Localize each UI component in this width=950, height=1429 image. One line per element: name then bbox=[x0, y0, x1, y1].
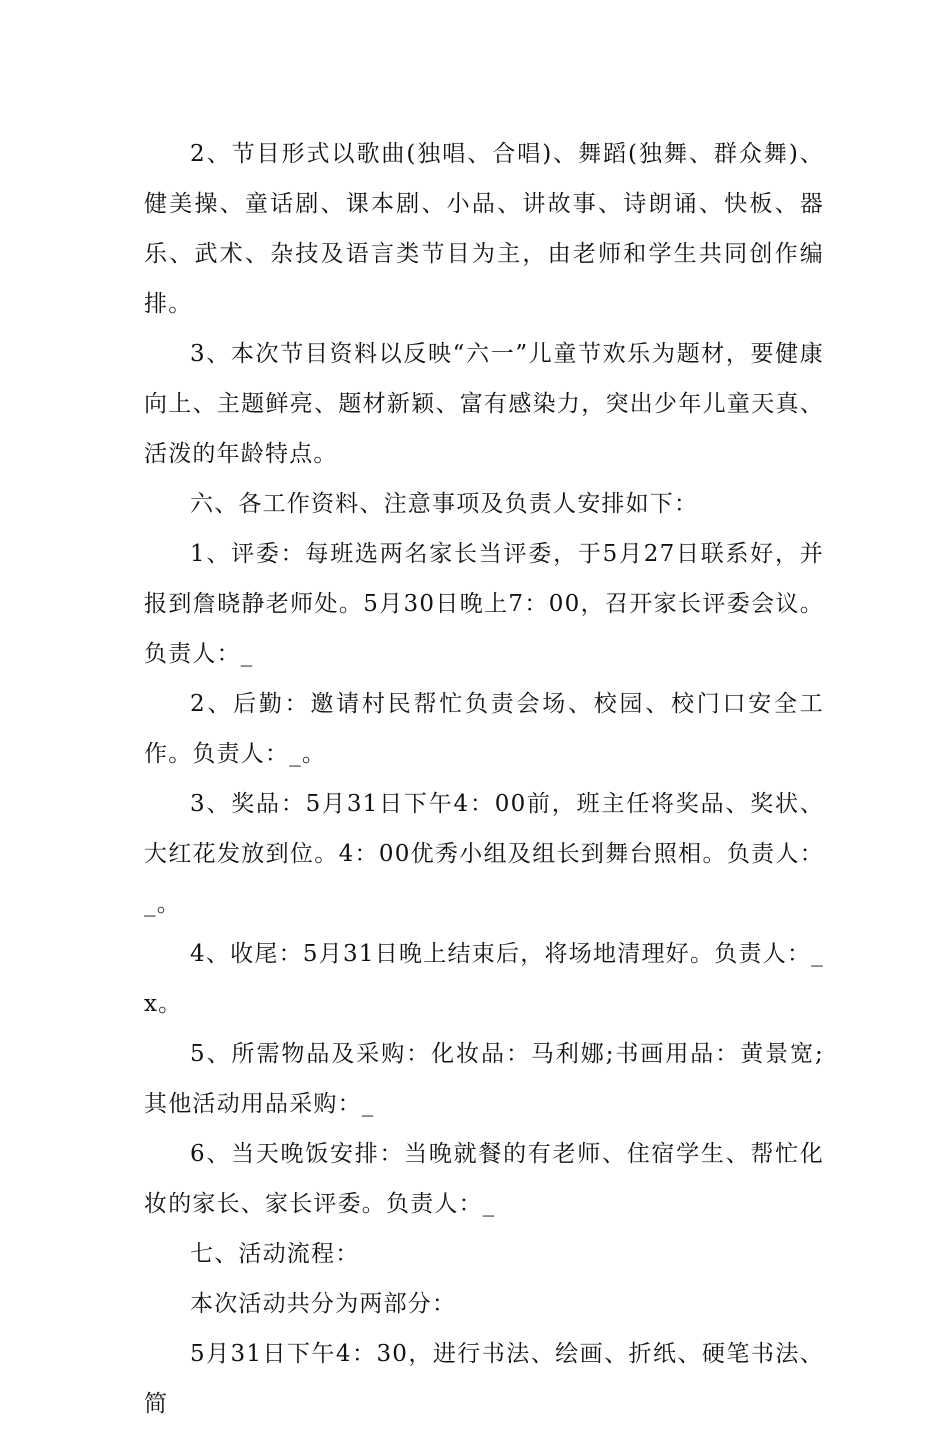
paragraph-judges: 1、评委：每班选两名家长当评委，于5月27日联系好，并报到詹晓静老师处。5月30日晚上7：00，召开家长评委会议。负责人：_ bbox=[144, 541, 824, 667]
paragraph-program-theme: 3、本次节目资料以反映“六一”儿童节欢乐为题材，要健康向上、主题鲜亮、题材新颖、富有感染力，突出少年儿童天真、活泼的年龄特点。 bbox=[144, 341, 824, 467]
document-body bbox=[144, 129, 824, 1429]
paragraph-supplies: 5、所需物品及采购：化妆品：马利娜;书画用品：黄景宽;其他活动用品采购：_ bbox=[144, 1041, 824, 1117]
paragraph-two-parts: 本次活动共分为两部分： bbox=[190, 1291, 457, 1317]
paragraph-logistics: 2、后勤：邀请村民帮忙负责会场、校园、校门口安全工作。负责人：_。 bbox=[144, 691, 824, 767]
paragraph-dinner: 6、当天晚饭安排：当晚就餐的有老师、住宿学生、帮忙化妆的家长、家长评委。负责人：_ bbox=[144, 1141, 824, 1217]
paragraph-schedule: 5月31日下午4：30，进行书法、绘画、折纸、硬笔书法、简 bbox=[144, 1341, 824, 1417]
section-heading-work-arrangement: 六、各工作资料、注意事项及负责人安排如下： bbox=[190, 491, 699, 517]
paragraph-program-forms: 2、节目形式以歌曲(独唱、合唱)、舞蹈(独舞、群众舞)、健美操、童话剧、课本剧、小品、讲故事、诗朗诵、快板、器乐、武术、杂技及语言类节目为主，由老师和学生共同创作编排。 bbox=[144, 141, 824, 317]
paragraph-prizes: 3、奖品：5月31日下午4：00前，班主任将奖品、奖状、大红花发放到位。4：00优秀小组及组长到舞台照相。负责人：_。 bbox=[144, 791, 824, 917]
paragraph-cleanup: 4、收尾：5月31日晚上结束后，将场地清理好。负责人：_x。 bbox=[144, 941, 824, 1017]
section-heading-activity-flow: 七、活动流程： bbox=[190, 1241, 360, 1267]
